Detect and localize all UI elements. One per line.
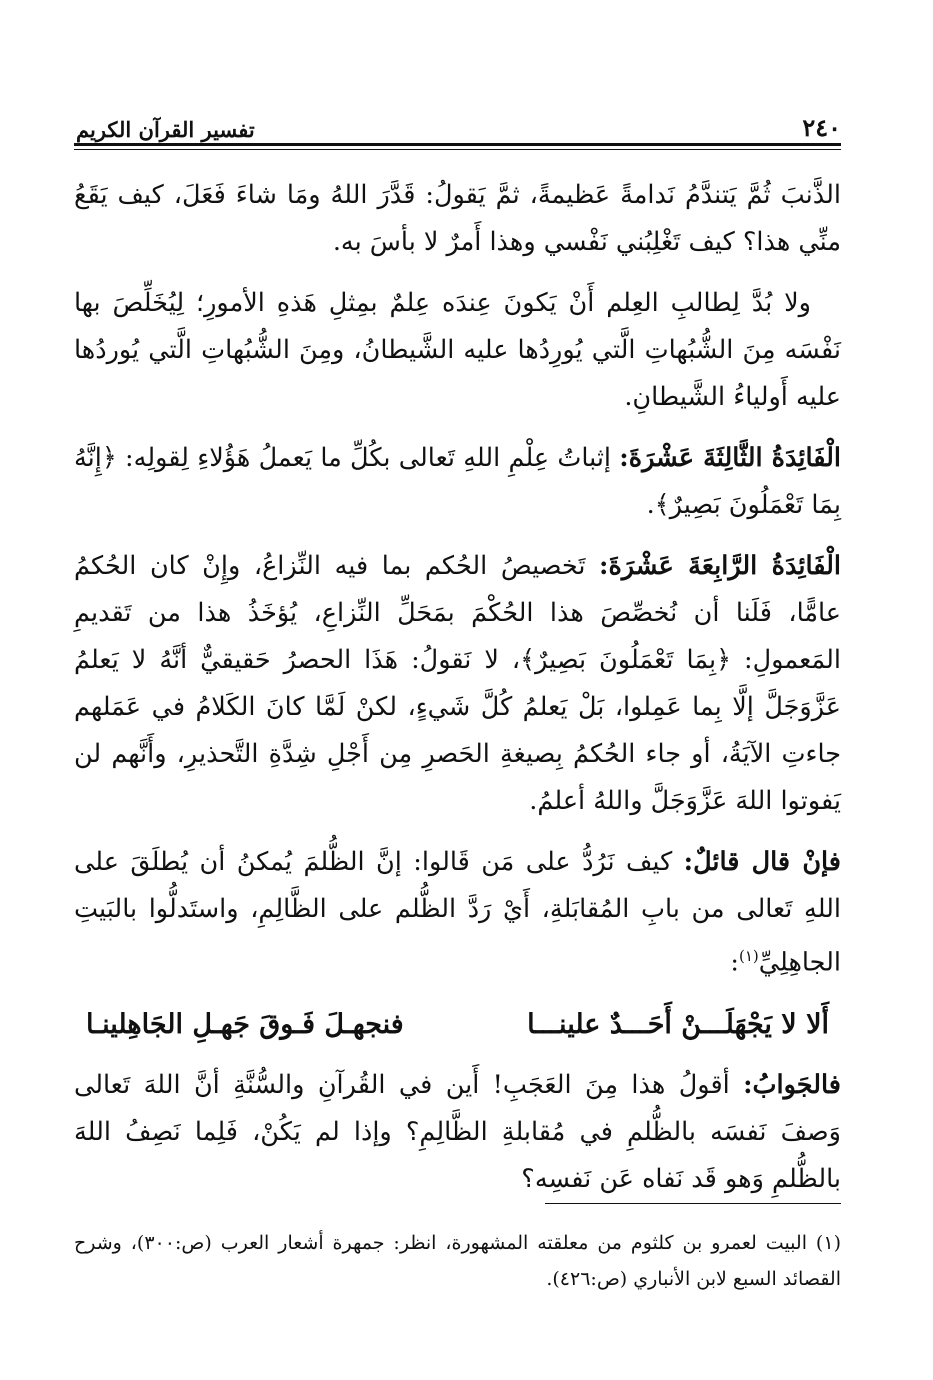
benefit-14-text: تَخصيصُ الحُكم بما فيه النِّزاعُ، وإِنْ كان الحُكمُ عامًّا، فَلَنا أن نُخصِّصَ هذا الحُكْمَ بمَحَلِّ النِّزاعِ، يُؤخَذُ هذا من تَقديمِ المَعمولِ: ﴿بِمَا تَعْمَلُونَ بَصِيرٌ﴾، لا نَقولُ: هَذَا الحصرُ حَقيقيٌّ أنَّهُ لا يَعلمُ عَزَّوَجَلَّ إلَّا بِما عَمِلوا، بَلْ يَعلمُ كُلَّ شَيءٍ، لكنْ لَمَّا كانَ الكَلامُ في عَمَلهم جاءتِ الآيَةُ، أو جاء الحُكمُ بِصيغةِ الحَصرِ مِن أَجْلِ شِدَّةِ التَّحذيرِ، وأَنَّهم لن يَفوتوا اللهَ عَزَّوَجَلَّ واللهُ أعلمُ. <box>74 551 841 816</box>
footnote-marker: (١) <box>738 947 759 965</box>
page-header <box>76 108 841 142</box>
poetry-verse <box>74 1001 841 1048</box>
benefit-13-label: الْفَائِدَةُ الثَّالِثَةَ عَشْرَةَ: <box>619 443 841 473</box>
page-body <box>74 172 841 1217</box>
answer-label: فالجَوابُ: <box>743 1069 841 1100</box>
footnote <box>74 1225 841 1297</box>
paragraph-4 <box>74 543 841 825</box>
page-number: ٢٤٠ <box>802 113 841 142</box>
objection-text: كيف نَرُدُّ على مَن قَالوا: إنَّ الظُّلمَ يُمكنُ أن يُطلَقَ على اللهِ تَعالى من بابِ المُقابَلةِ، أَيْ رَدَّ الظُّلم على الظَّالِمِ، واستَدلُّوا بالبَيتِ الجاهِلِيِّ <box>74 847 841 978</box>
paragraph-3 <box>74 435 841 529</box>
paragraph-5 <box>74 839 841 987</box>
objection-end: : <box>730 947 739 978</box>
verse-second-hemistich: فنجهـلَ فَـوقَ جَهـلِ الجَاهِلينـا <box>86 1008 404 1040</box>
footnote-divider <box>545 1203 841 1204</box>
header-divider <box>74 143 841 146</box>
header-divider-thin <box>74 149 841 150</box>
paragraph-1: الذَّنبَ ثُمَّ يَتندَّمُ نَدامةً عَظيمةً، ثمَّ يَقولُ: قَدَّرَ اللهُ ومَا شاءَ فَعَلَ، كيف يَقَعُ منِّي هذا؟ كيف تَغْلِبُني نَفْسي وهذا أَمرٌ لا بأسَ به. <box>74 180 841 257</box>
verse-first-hemistich: أَلا لا يَجْهَلَـــنْ أَحَـــدٌ علينـــا <box>527 1008 829 1040</box>
paragraph-6 <box>74 1062 841 1203</box>
benefit-13-text: إثباتُ عِلْمِ اللهِ تَعالى بكُلِّ ما يَعملُ هَؤُلاءِ لِقولِه: ﴿إِنَّهُ بِمَا تَعْمَلُونَ بَصِيرٌ﴾. <box>74 443 841 520</box>
benefit-14-label: الْفَائِدَةُ الرَّابِعَةَ عَشْرَةَ: <box>599 551 841 581</box>
paragraph-2: ولا بُدَّ لِطالبِ العِلم أَنْ يَكونَ عِندَه عِلمٌ بمِثلِ هَذهِ الأمورِ؛ لِيُخَلِّصَ بها نَفْسَه مِنَ الشُّبُهاتِ الَّتي يُورِدُها عليه الشَّيطانُ، ومِنَ الشُّبُهاتِ الَّتي يُوردُها عليه أَولياءُ الشَّيطانِ. <box>74 288 841 412</box>
footnote-text: (١) البيت لعمرو بن كلثوم من معلقته المشهورة، انظر: جمهرة أشعار العرب (ص:٣٠٠)، وشرح القصائد السبع لابن الأنباري (ص:٤٢٦). <box>74 1232 841 1290</box>
objection-label: فإنْ قال قائلٌ: <box>683 847 841 877</box>
answer-text: أقولُ هذا مِنَ العَجَبِ! أَين في القُرآنِ والسُّنَّةِ أنَّ اللهَ تَعالى وَصفَ نَفسَه بالظُّلمِ في مُقابلةِ الظَّالِمِ؟ وإذا لم يَكُنْ، فَلِما نَصِفُ اللهَ بالظُّلمِ وَهو قَد نَفاه عَن نَفسِه؟ <box>74 1069 841 1194</box>
book-title: تفسير القرآن الكريم <box>76 117 255 142</box>
